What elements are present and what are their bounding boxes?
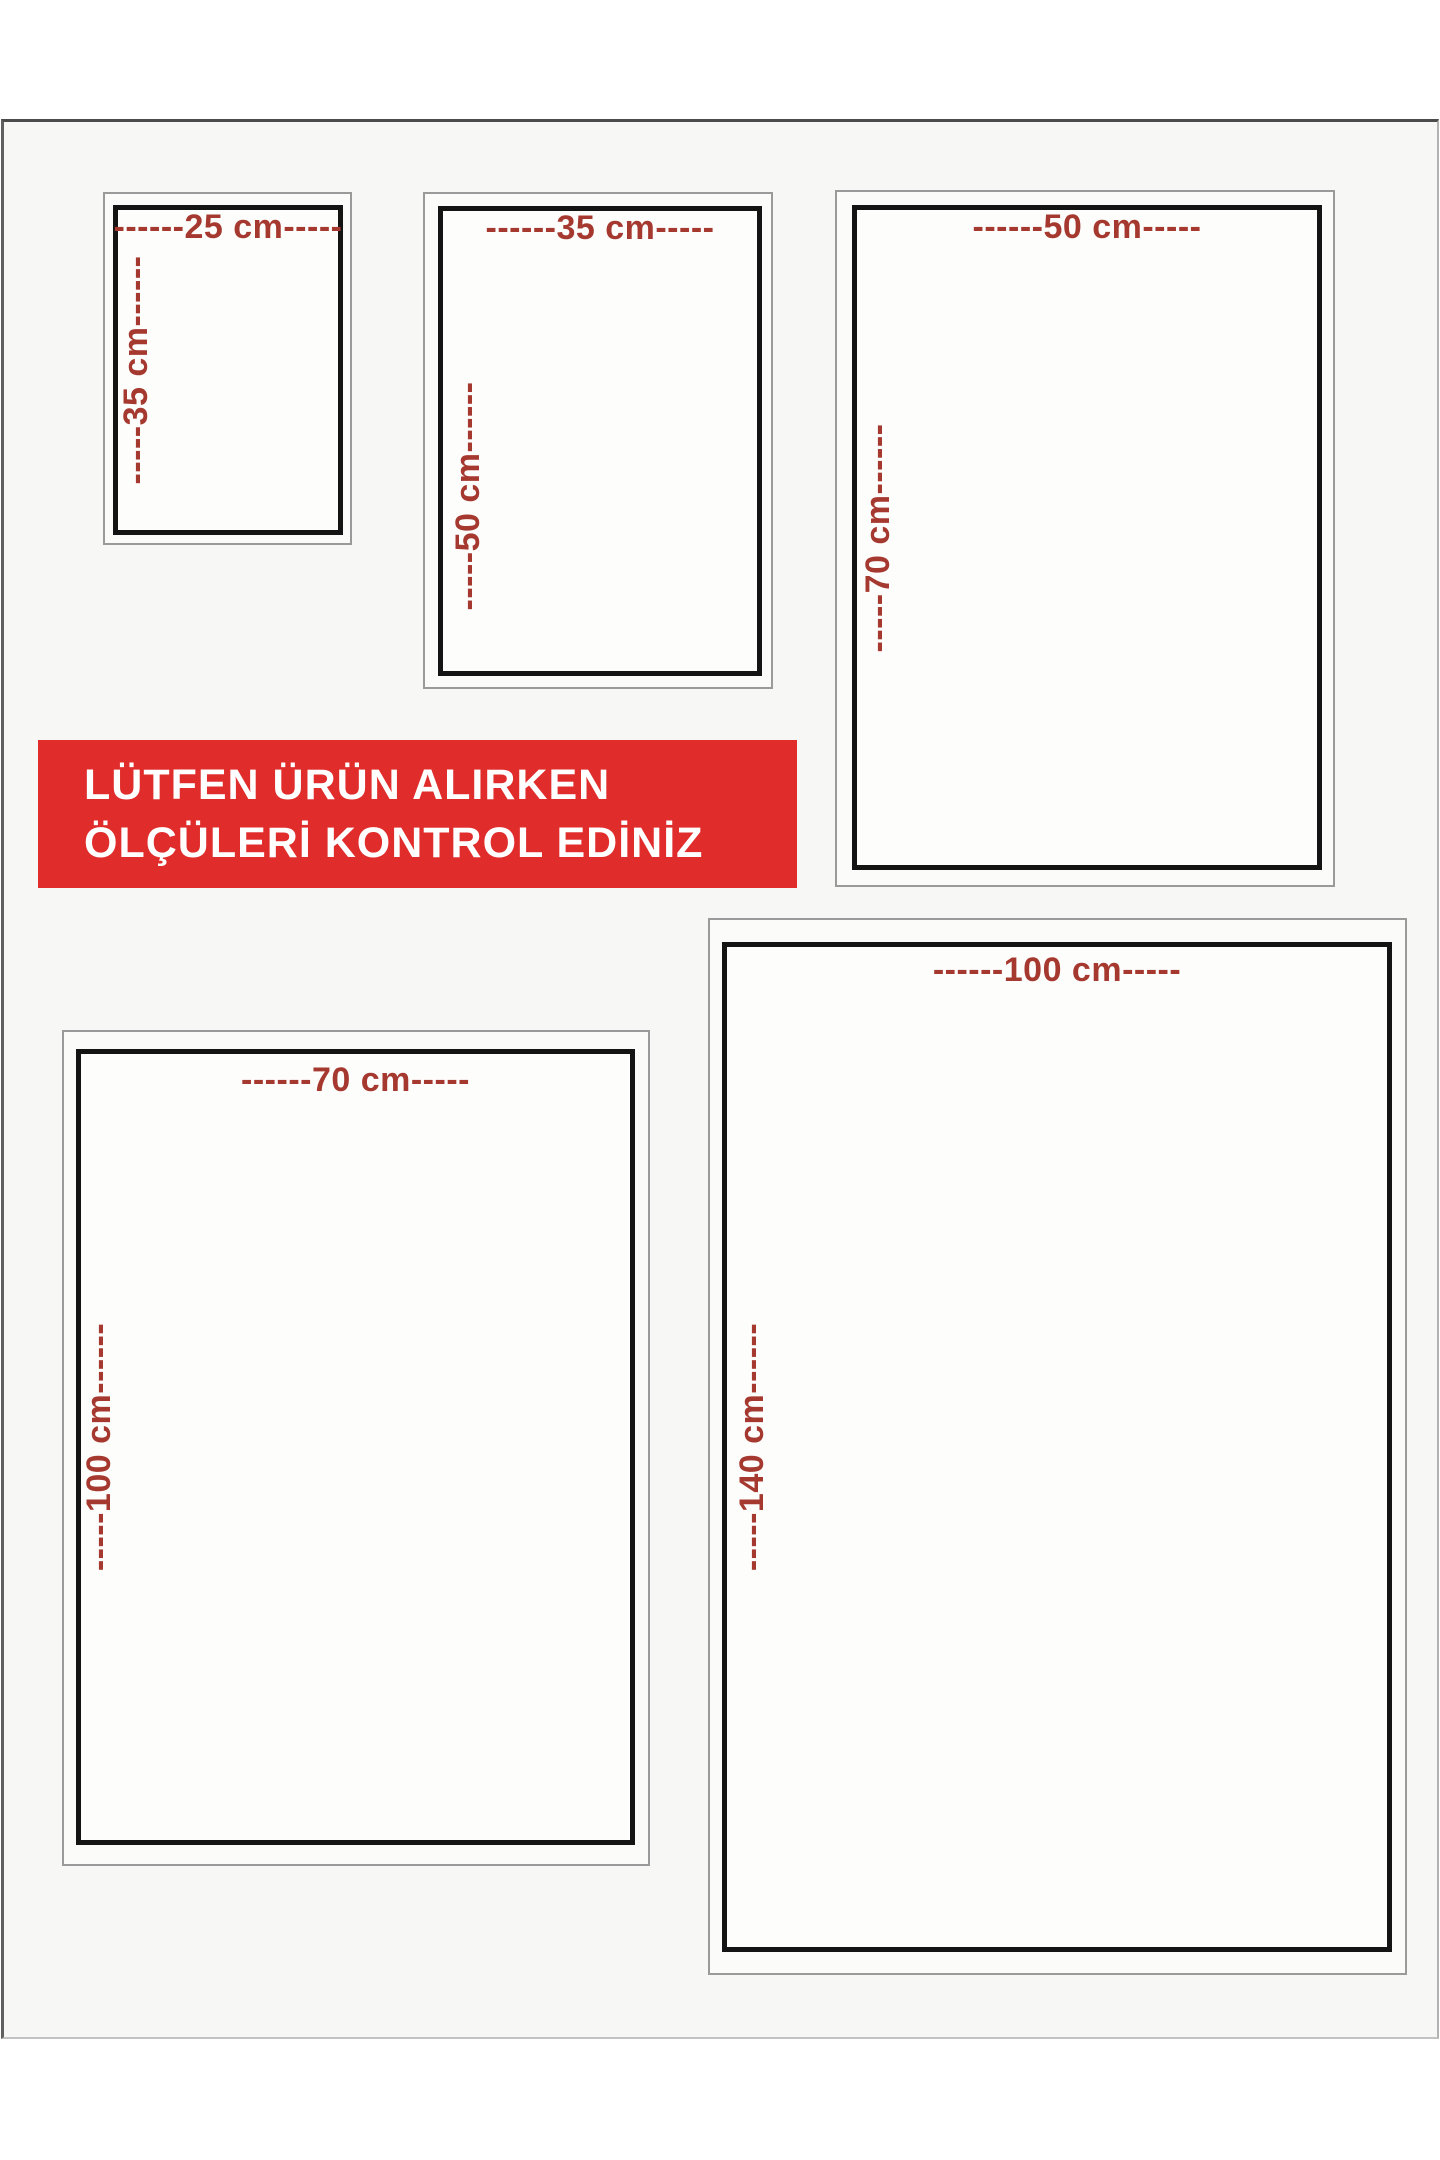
width-label-35cm: ------35 cm-----: [485, 209, 715, 247]
size-rect-50x70: [852, 205, 1322, 870]
size-rect-25x35: [113, 205, 343, 535]
warning-banner-line2: ÖLÇÜLERİ KONTROL EDİNİZ: [84, 819, 704, 867]
size-panel-35x50: [423, 192, 773, 689]
warning-banner-line1: LÜTFEN ÜRÜN ALIRKEN: [84, 761, 611, 809]
size-panel-25x35: [103, 192, 352, 545]
width-label-70cm: ------70 cm-----: [241, 1061, 470, 1099]
size-panel-50x70: [835, 190, 1335, 887]
width-label-50cm: ------50 cm-----: [972, 208, 1202, 246]
size-panel-100x140: [708, 918, 1407, 1975]
warning-banner: [38, 740, 797, 888]
size-rect-100x140: [722, 942, 1392, 1952]
height-label-35cm: -----35 cm------: [117, 255, 155, 485]
height-label-50cm: -----50 cm------: [449, 381, 487, 611]
width-label-25cm: ------25 cm-----: [113, 208, 343, 246]
height-label-140cm: -----140 cm------: [733, 1322, 771, 1572]
size-panel-70x100: [62, 1030, 650, 1866]
size-rect-70x100: [76, 1049, 635, 1845]
height-label-100cm: -----100 cm------: [80, 1322, 118, 1572]
height-label-70cm: -----70 cm------: [859, 423, 897, 652]
size-rect-35x50: [438, 206, 762, 676]
width-label-100cm: ------100 cm-----: [932, 951, 1182, 989]
